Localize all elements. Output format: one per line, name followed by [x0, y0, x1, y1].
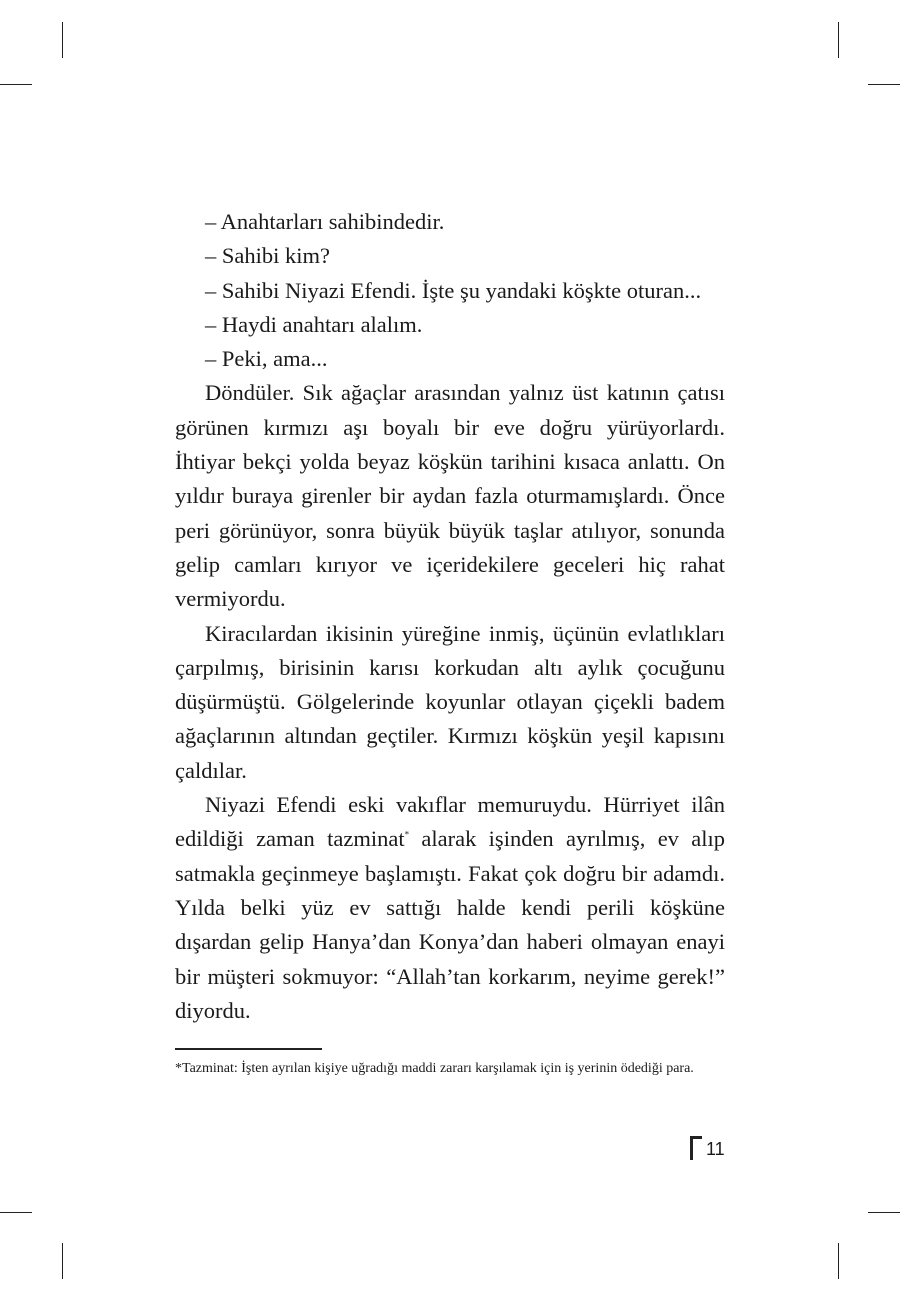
paragraph: – Haydi anahtarı alalım. — [205, 311, 423, 337]
paragraph-text: alarak işinden ayrılmış, ev alıp satmakla geçinmeye başlamıştı. Fakat çok doğru bir adamdı. Yılda belki yüz ev sattığı halde kendi perili köşküne dışardan gelip Hanya’dan Konya’dan haberi olmayan enayi bir müşteri sokmuyor: “Allah’tan korkarım, neyime gerek!” diyordu. — [175, 826, 725, 1023]
paragraph: – Sahibi kim? — [205, 243, 330, 269]
paragraph: – Anahtarları sahibindedir. — [205, 209, 445, 234]
page-number-bracket — [690, 1136, 702, 1139]
footnote-marker: * — [404, 829, 410, 840]
crop-mark — [62, 1243, 63, 1279]
crop-mark — [838, 1243, 839, 1279]
paragraph: Kiracılardan ikisinin yüreğine inmiş, üçünün evlatlıkları çarpılmış, birisinin karısı korkudan altı aylık çocuğunu düşürmüştü. Gölgelerinde koyunlar otlayan çiçekli badem ağaçlarının altından geçtiler. Kırmızı köşkün yeşil kapısını çaldılar. — [175, 620, 725, 783]
crop-mark — [838, 22, 839, 58]
crop-mark — [0, 1212, 32, 1213]
crop-mark — [868, 1212, 900, 1213]
crop-mark — [0, 84, 32, 85]
paragraph — [175, 788, 725, 1028]
body-text — [175, 205, 725, 1028]
footnote-divider — [175, 1048, 322, 1050]
crop-mark — [62, 22, 63, 58]
paragraph-text: Niyazi Efendi eski vakıflar memuruydu. Hürriyet ilân edildiği zaman tazminat — [175, 792, 725, 852]
paragraph: – Peki, ama... — [205, 346, 328, 372]
page-number-bracket — [690, 1136, 693, 1160]
paragraph: Döndüler. Sık ağaçlar arasından yalnız üst katının çatısı görünen kırmızı aşı boyalı bir eve doğru yürüyorlardı. İhtiyar bekçi yolda beyaz köşkün tarihini kısaca anlattı. On yıldır buraya girenler bir aydan fazla oturmamışlardı. Önce peri görünüyor, sonra büyük büyük taşlar atılıyor, sonunda gelip camları kırıyor ve içeridekilere geceleri hiç rahat vermiyordu. — [175, 380, 725, 612]
crop-mark — [868, 84, 900, 85]
paragraph: – Sahibi Niyazi Efendi. İşte şu yandaki köşkte oturan... — [205, 277, 702, 303]
footnote: *Tazminat: İşten ayrılan kişiye uğradığı maddi zararı karşılamak için iş yerinin ödediği para. — [175, 1061, 694, 1076]
page-number: 11 — [706, 1139, 725, 1159]
